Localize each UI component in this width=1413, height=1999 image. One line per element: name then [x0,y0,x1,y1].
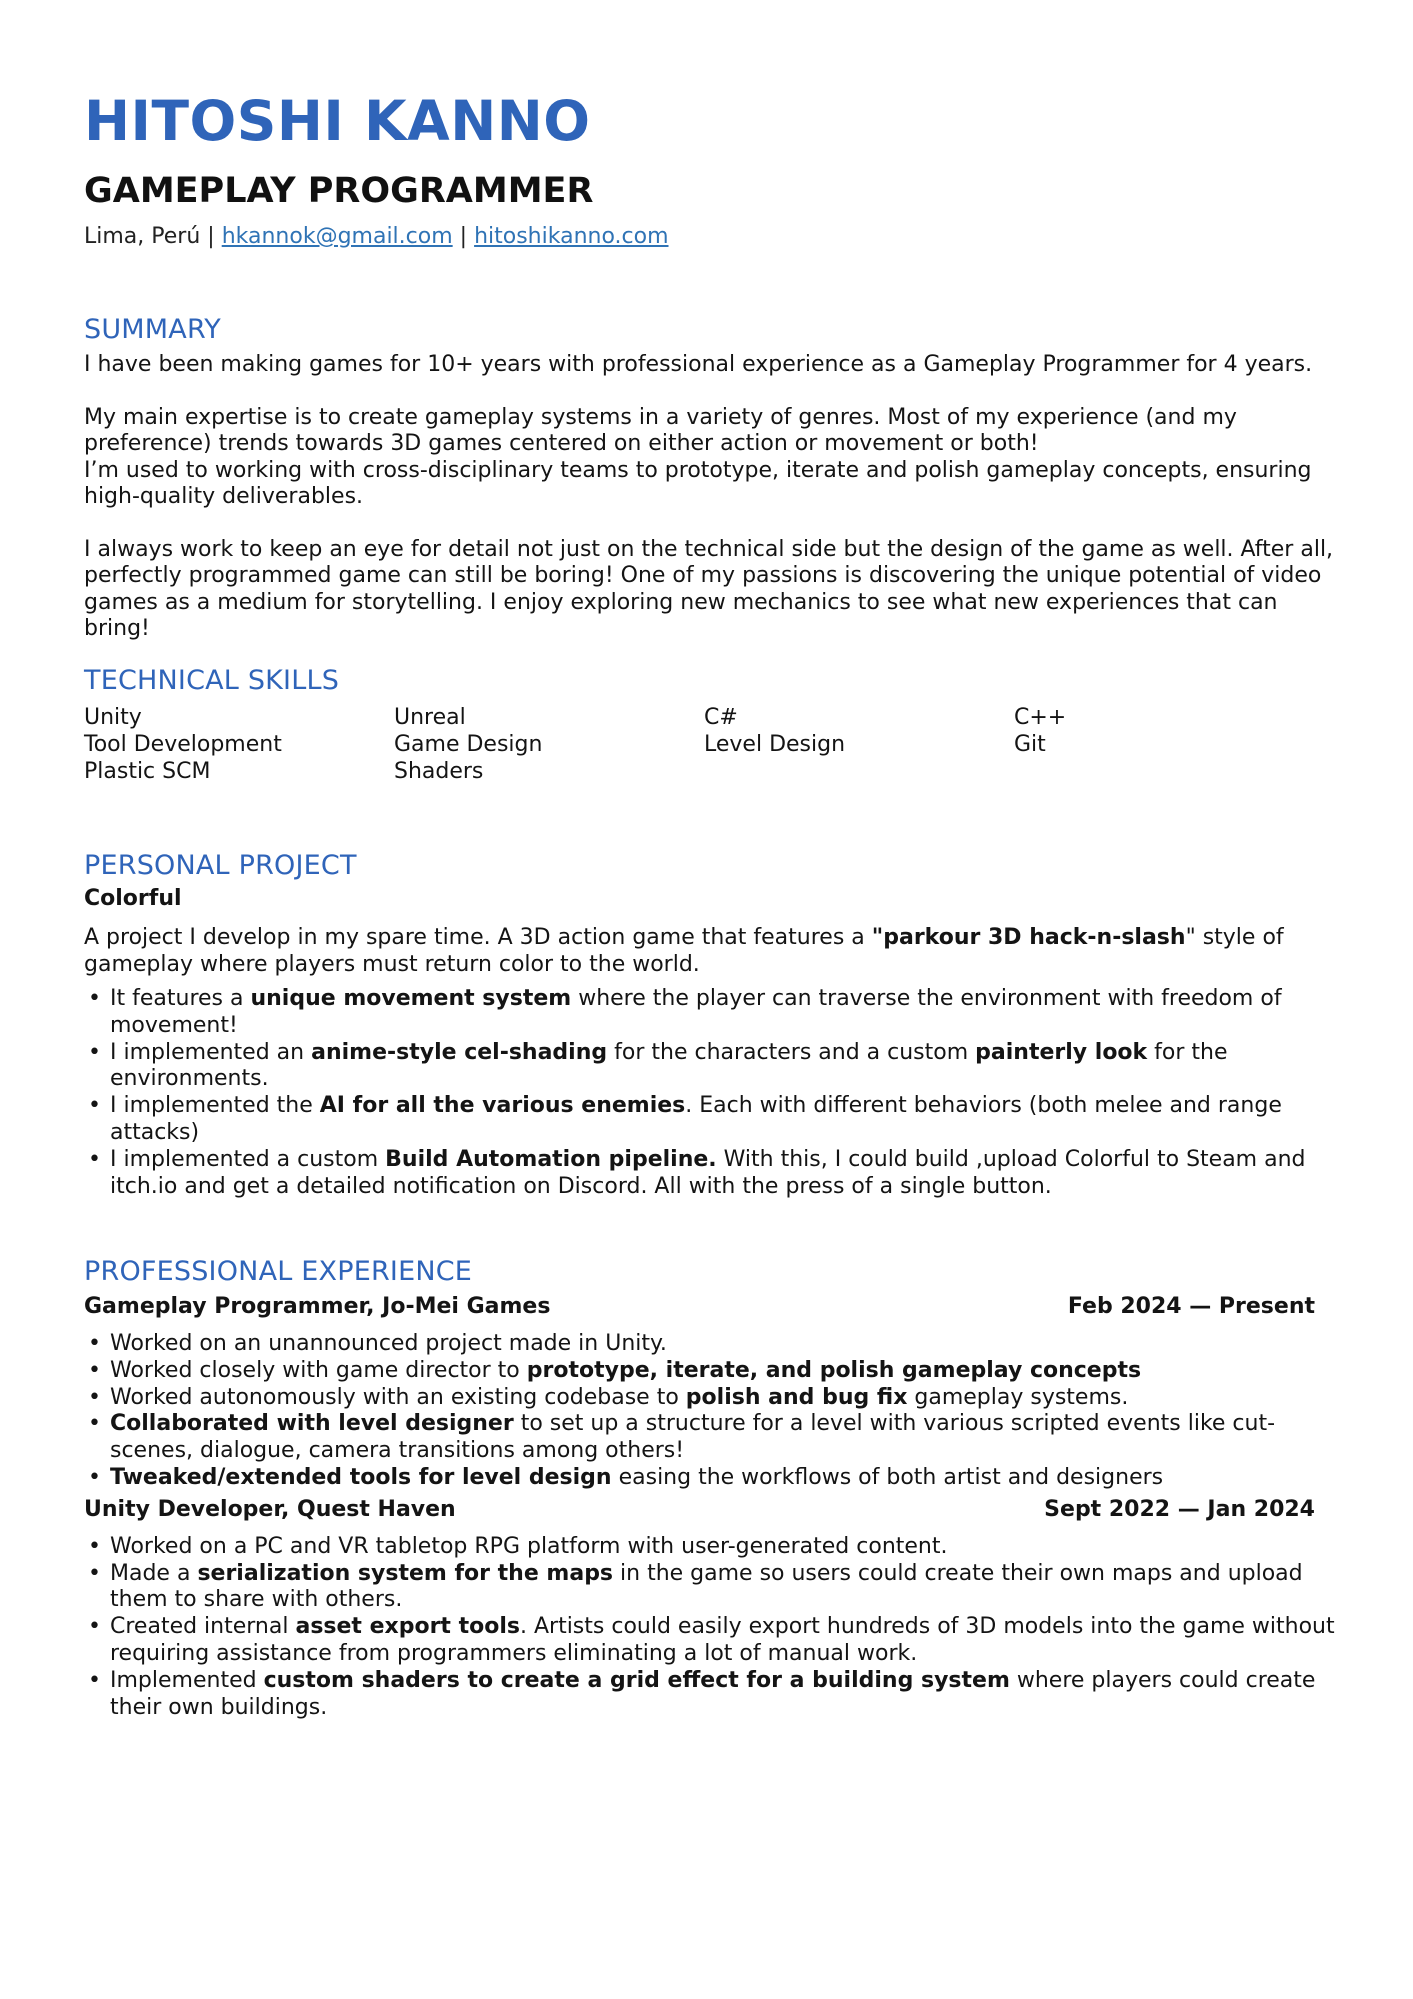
list-item [84,986,1343,1040]
bullet-bold: custom shaders to create a grid effect for a building system [263,1667,1010,1693]
bullet-text: Worked closely with game director to [110,1357,527,1383]
experience-section [84,1255,1343,1721]
skill-item: Unity [84,705,142,730]
skill-item: Unreal [394,705,466,730]
bullet-bold: unique movement system [250,986,572,1011]
list-item [84,1385,1343,1412]
list-item [84,1411,1343,1465]
list-item [84,1358,1343,1385]
bullet-text: It features a [110,986,251,1011]
bullet-text: I implemented the [110,1093,320,1119]
job-title: Gameplay Programmer, Jo-Mei Games [84,1294,551,1319]
bullet-text: in the game so users could create their own maps and upload them to share with others. [110,1560,1303,1613]
list-item [84,1331,1343,1358]
job-bullets [84,1331,1343,1492]
skill-item: Git [1014,732,1046,757]
candidate-name: HITOSHI KANNO [84,89,591,153]
bullet-bold: asset export tools [295,1614,520,1640]
bullet-text: I implemented an [110,1039,312,1065]
bullet-text: Created internal [110,1614,296,1640]
bullet-text: Made a [110,1560,198,1586]
bullet-bold: AI for all the various enemies [319,1093,686,1119]
separator: | [459,224,468,249]
skill-item: C++ [1014,705,1067,730]
skill-item: Tool Development [84,732,282,757]
summary-paragraph: I always work to keep an eye for detail not just on the technical side but the design of the game as well. After all, perfectly programmed game can still be boring! One of my passions is discovering the unique potential of video games as a medium for storytelling. I enjoy exploring new mechanics to see what new experiences that can bring! [84,536,1334,641]
bullet-bold: Collaborated with level designer [110,1411,514,1437]
skill-item: Game Design [394,732,543,757]
bullet-text: gameplay systems. [907,1384,1129,1410]
skills-grid [84,704,1343,785]
separator: | [207,224,215,249]
list-item [84,1465,1343,1492]
job-header [84,1293,1343,1321]
bullet-bold: painterly look [975,1039,1148,1065]
project-section [84,849,1343,1200]
job-bullets [84,1534,1343,1722]
contact-line [84,223,669,251]
project-name: Colorful [84,886,182,911]
bullet-text: where the player can traverse the environment with freedom of movement! [110,986,1282,1038]
project-bullets [84,986,1343,1200]
project-intro [84,925,1343,978]
bullet-text: Worked on a PC and VR tabletop RPG platform with user-generated content. [110,1533,948,1559]
skills-heading: TECHNICAL SKILLS [84,665,340,696]
bullet-text: easing the workflows of both artist and designers [611,1464,1164,1490]
summary-heading: SUMMARY [84,314,221,345]
bullet-text: for the environments. [110,1039,1228,1092]
bullet-text: Worked autonomously with an existing codebase to [110,1384,686,1410]
location: Lima, Perú [84,224,201,249]
list-item [84,1668,1343,1722]
website-link[interactable]: hitoshikanno.com [474,224,669,249]
bullet-text: Implemented [110,1667,264,1693]
summary-paragraph: My main expertise is to create gameplay systems in a variety of genres. Most of my experience (and my preference) trends towards 3D games centered on either action or movement or both! [84,404,1237,456]
job-dates: Feb 2024 — Present [1067,1294,1315,1319]
job-title: Unity Developer, Quest Haven [84,1496,456,1522]
experience-heading: PROFESSIONAL EXPERIENCE [84,1256,473,1287]
list-item [84,1093,1343,1147]
project-intro-text: A project I develop in my spare time. A 3D action game that features a [84,925,872,950]
project-heading: PERSONAL PROJECT [84,850,357,881]
job-dates: Sept 2022 — Jan 2024 [1044,1496,1315,1522]
bullet-text: for the characters and a custom [607,1039,976,1065]
bullet-bold: polish and bug fix [685,1384,908,1410]
bullet-bold: serialization system for the maps [197,1560,614,1586]
bullet-text: I implemented a custom [110,1146,386,1172]
bullet-bold: Build Automation pipeline. [385,1146,717,1172]
bullet-text: where players could create their own buildings. [110,1667,1316,1720]
job-title: GAMEPLAY PROGRAMMER [84,171,594,211]
skill-item: Plastic SCM [84,759,211,784]
skill-item: Level Design [704,732,846,757]
summary-section [84,313,1343,643]
bullet-text: . Each with different behaviors (both melee and range attacks) [110,1093,1282,1145]
list-item [84,1614,1343,1668]
summary-paragraph: I’m used to working with cross-disciplinary teams to prototype, iterate and polish gameplay concepts, ensuring high-quality deliverables. [84,457,1312,509]
bullet-text: Worked on an unannounced project made in Unity. [110,1331,667,1356]
bullet-bold: Tweaked/extended tools for level design [110,1464,612,1490]
email-link[interactable]: hkannok@gmail.com [221,224,453,249]
skills-section [84,664,1343,785]
list-item [84,1040,1343,1094]
bullet-text: to set up a structure for a level with various scripted events like cut-scenes, dialogue, camera transitions among others! [110,1411,1276,1464]
job-header [84,1496,1343,1524]
list-item [84,1561,1343,1615]
skill-item: Shaders [394,759,484,784]
list-item [84,1534,1343,1561]
summary-paragraph: I have been making games for 10+ years with professional experience as a Gameplay Programmer for 4 years. [84,352,1313,377]
project-intro-text: " style of gameplay where players must return color to the world. [84,925,1284,977]
bullet-bold: prototype, iterate, and polish gameplay concepts [526,1357,1142,1383]
list-item [84,1147,1343,1201]
bullet-text: With this, I could build ,upload Colorful to Steam and itch.io and get a detailed notification on Discord. All with the press of a single button. [110,1146,1306,1199]
skill-item: C# [704,705,738,730]
bullet-text: . Artists could easily export hundreds of 3D models into the game without requiring assistance from programmers eliminating a lot of manual work. [110,1614,1335,1666]
project-intro-bold: "parkour 3D hack-n-slash [871,925,1186,950]
bullet-bold: anime-style cel-shading [311,1039,608,1065]
